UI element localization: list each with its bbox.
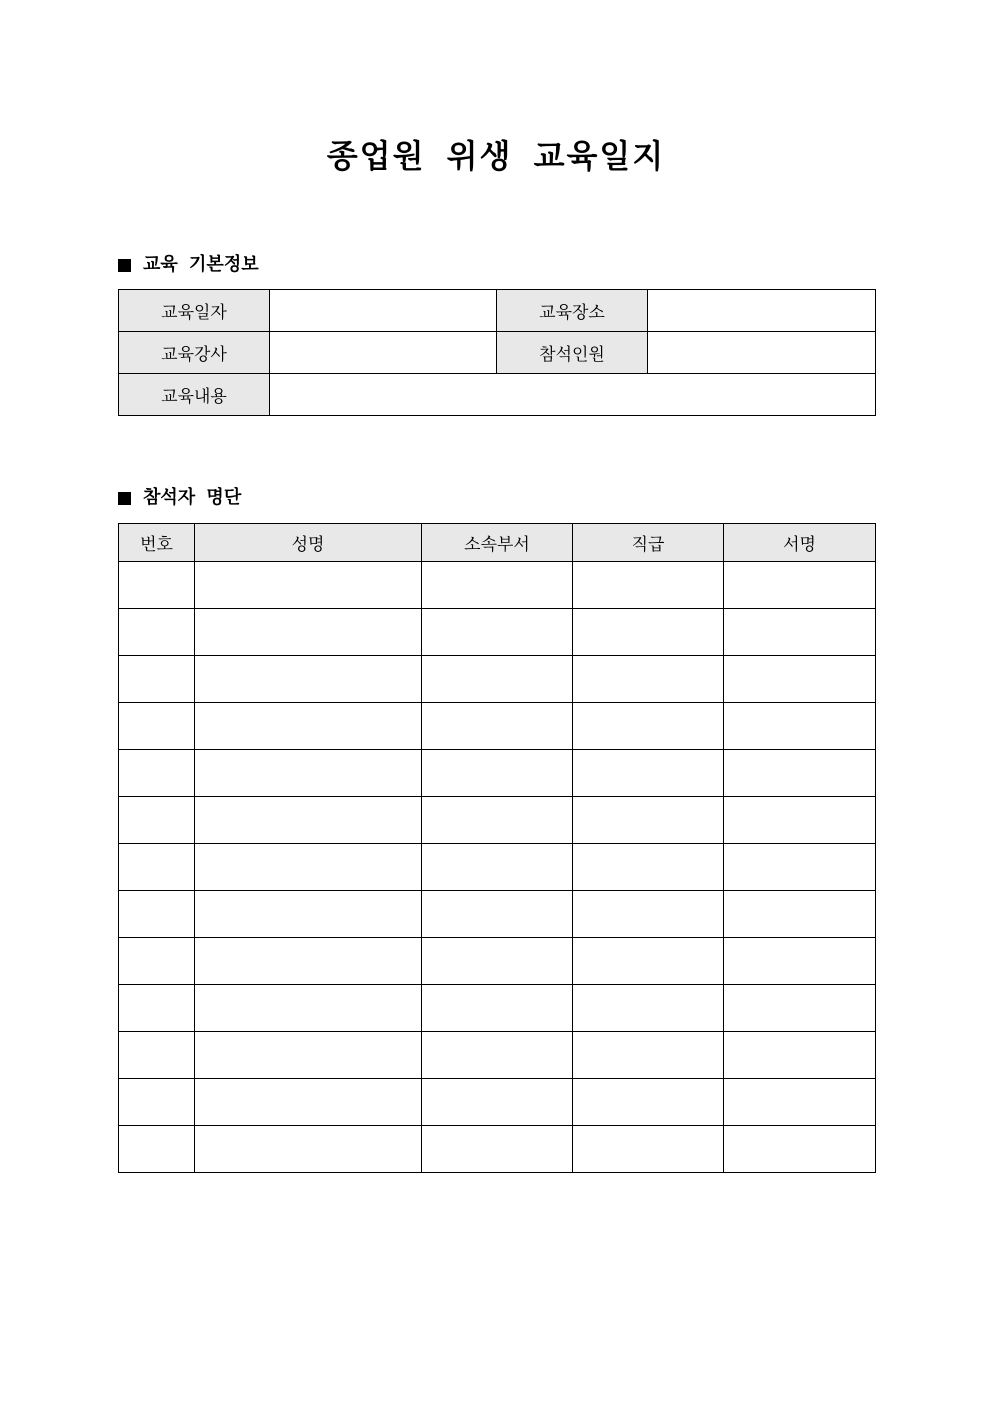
instructor-label: 교육강사 xyxy=(119,332,270,374)
signature-cell[interactable] xyxy=(724,609,876,656)
attendee-table xyxy=(118,523,876,1173)
document-title: 종업원 위생 교육일지 xyxy=(326,137,666,175)
department-cell[interactable] xyxy=(422,562,573,609)
number-cell[interactable] xyxy=(119,797,195,844)
number-cell[interactable] xyxy=(119,1126,195,1173)
number-cell[interactable] xyxy=(119,609,195,656)
signature-cell[interactable] xyxy=(724,562,876,609)
name-cell[interactable] xyxy=(195,609,422,656)
basic-info-table xyxy=(118,289,876,416)
department-cell[interactable] xyxy=(422,844,573,891)
name-cell[interactable] xyxy=(195,844,422,891)
attendee-count-label: 참석인원 xyxy=(497,332,648,374)
position-cell[interactable] xyxy=(573,703,724,750)
number-cell[interactable] xyxy=(119,1032,195,1079)
table-row xyxy=(119,290,876,332)
table-row xyxy=(119,750,876,797)
table-row xyxy=(119,844,876,891)
number-cell[interactable] xyxy=(119,656,195,703)
number-cell[interactable] xyxy=(119,562,195,609)
table-row xyxy=(119,1032,876,1079)
table-row xyxy=(119,656,876,703)
table-row xyxy=(119,1079,876,1126)
department-cell[interactable] xyxy=(422,656,573,703)
position-cell[interactable] xyxy=(573,1032,724,1079)
column-header-department: 소속부서 xyxy=(422,524,573,562)
position-cell[interactable] xyxy=(573,750,724,797)
section-heading-label: 참석자 명단 xyxy=(143,487,242,508)
position-cell[interactable] xyxy=(573,891,724,938)
table-row xyxy=(119,332,876,374)
department-cell[interactable] xyxy=(422,985,573,1032)
signature-cell[interactable] xyxy=(724,1126,876,1173)
number-cell[interactable] xyxy=(119,891,195,938)
date-value-field[interactable] xyxy=(270,290,497,332)
location-value-field[interactable] xyxy=(648,290,876,332)
table-header-row xyxy=(119,524,876,562)
column-header-number: 번호 xyxy=(119,524,195,562)
department-cell[interactable] xyxy=(422,609,573,656)
number-cell[interactable] xyxy=(119,703,195,750)
signature-cell[interactable] xyxy=(724,750,876,797)
instructor-value-field[interactable] xyxy=(270,332,497,374)
position-cell[interactable] xyxy=(573,985,724,1032)
content-label: 교육내용 xyxy=(119,374,270,416)
black-square-icon xyxy=(118,492,131,505)
table-row xyxy=(119,562,876,609)
department-cell[interactable] xyxy=(422,938,573,985)
number-cell[interactable] xyxy=(119,844,195,891)
attendee-rows xyxy=(119,562,876,1173)
signature-cell[interactable] xyxy=(724,1032,876,1079)
department-cell[interactable] xyxy=(422,1079,573,1126)
number-cell[interactable] xyxy=(119,1079,195,1126)
black-square-icon xyxy=(118,259,131,272)
name-cell[interactable] xyxy=(195,985,422,1032)
number-cell[interactable] xyxy=(119,750,195,797)
signature-cell[interactable] xyxy=(724,938,876,985)
table-row xyxy=(119,938,876,985)
table-row xyxy=(119,985,876,1032)
name-cell[interactable] xyxy=(195,1126,422,1173)
department-cell[interactable] xyxy=(422,750,573,797)
section-heading-label: 교육 기본정보 xyxy=(143,254,259,275)
signature-cell[interactable] xyxy=(724,891,876,938)
attendee-count-value-field[interactable] xyxy=(648,332,876,374)
position-cell[interactable] xyxy=(573,656,724,703)
position-cell[interactable] xyxy=(573,1079,724,1126)
department-cell[interactable] xyxy=(422,891,573,938)
signature-cell[interactable] xyxy=(724,1079,876,1126)
content-value-field[interactable] xyxy=(270,374,876,416)
section-heading-attendees xyxy=(118,486,241,510)
name-cell[interactable] xyxy=(195,891,422,938)
signature-cell[interactable] xyxy=(724,844,876,891)
column-header-position: 직급 xyxy=(573,524,724,562)
table-row xyxy=(119,797,876,844)
department-cell[interactable] xyxy=(422,797,573,844)
signature-cell[interactable] xyxy=(724,703,876,750)
table-row xyxy=(119,891,876,938)
position-cell[interactable] xyxy=(573,797,724,844)
column-header-signature: 서명 xyxy=(724,524,876,562)
date-label: 교육일자 xyxy=(119,290,270,332)
column-header-name: 성명 xyxy=(195,524,422,562)
table-row xyxy=(119,703,876,750)
location-label: 교육장소 xyxy=(497,290,648,332)
name-cell[interactable] xyxy=(195,1079,422,1126)
number-cell[interactable] xyxy=(119,985,195,1032)
signature-cell[interactable] xyxy=(724,656,876,703)
name-cell[interactable] xyxy=(195,703,422,750)
name-cell[interactable] xyxy=(195,656,422,703)
name-cell[interactable] xyxy=(195,938,422,985)
position-cell[interactable] xyxy=(573,938,724,985)
section-heading-basic-info xyxy=(118,253,259,277)
name-cell[interactable] xyxy=(195,750,422,797)
number-cell[interactable] xyxy=(119,938,195,985)
position-cell[interactable] xyxy=(573,609,724,656)
position-cell[interactable] xyxy=(573,1126,724,1173)
name-cell[interactable] xyxy=(195,562,422,609)
signature-cell[interactable] xyxy=(724,797,876,844)
department-cell[interactable] xyxy=(422,1032,573,1079)
signature-cell[interactable] xyxy=(724,985,876,1032)
position-cell[interactable] xyxy=(573,844,724,891)
name-cell[interactable] xyxy=(195,1032,422,1079)
name-cell[interactable] xyxy=(195,797,422,844)
table-row xyxy=(119,1126,876,1173)
table-row xyxy=(119,374,876,416)
table-row xyxy=(119,609,876,656)
department-cell[interactable] xyxy=(422,1126,573,1173)
position-cell[interactable] xyxy=(573,562,724,609)
department-cell[interactable] xyxy=(422,703,573,750)
